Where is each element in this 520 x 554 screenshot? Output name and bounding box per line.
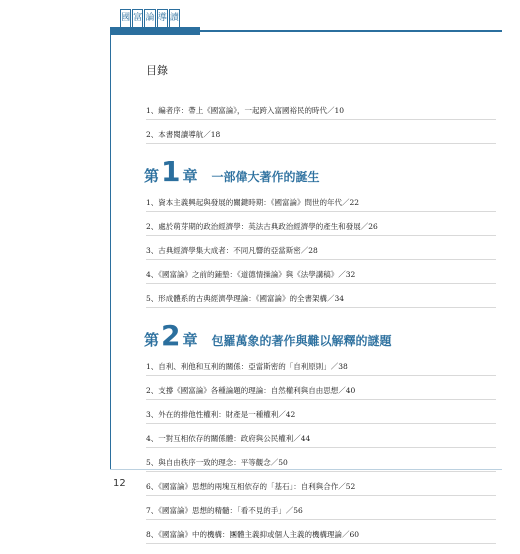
chapter-number: 2 [161, 319, 181, 352]
chapter-heading [144, 319, 496, 352]
toc-entry: 4、一對互相依存的關係體：政府與公民權利／44 [146, 434, 496, 448]
toc-entry: 1、資本主義興起與發展的關鍵時期：《國富論》問世的年代／22 [146, 198, 496, 212]
toc-entry: 2、本書閱讀導航／18 [146, 130, 496, 144]
page-number: 12 [113, 478, 126, 489]
chapter-heading [144, 155, 496, 188]
toc-entry: 5、形成體系的古典經濟學理論：《國富論》的全書架構／34 [146, 294, 496, 308]
chapter-number: 1 [161, 155, 181, 188]
running-header-char: 導 [157, 9, 168, 28]
toc-entry: 2、支撐《國富論》各種論題的理論：自然權利與自由思想／40 [146, 386, 496, 400]
toc-entry: 7、《國富論》思想的精髓：「看不見的手」／56 [146, 506, 496, 520]
toc-intro-list [146, 106, 496, 144]
toc-entry: 8、《國富論》中的機構：團體主義抑或個人主義的機構理論／60 [146, 530, 496, 544]
toc-entry: 6、《國富論》思想的兩塊互相依存的「基石」：自利與合作／52 [146, 482, 496, 496]
toc-entry: 1、自利、利他和互利的關係：亞當斯密的「自利原則」／38 [146, 362, 496, 376]
toc-entry: 3、外在的排他性權利：財產是一種權利／42 [146, 410, 496, 424]
running-header-char: 國 [120, 9, 131, 28]
running-header-char: 論 [144, 9, 155, 28]
running-header-char: 讀 [169, 9, 180, 28]
chapter-title: 一部偉大著作的誕生 [211, 170, 320, 184]
toc-title: 目錄 [146, 64, 168, 77]
chapter-prefix: 第 [144, 331, 160, 349]
chapter-2 [144, 319, 496, 544]
toc-entry: 4、《國富論》之前的鋪墊：《道德情操論》與《法學講稿》／32 [146, 270, 496, 284]
toc-content [146, 62, 496, 554]
chapter-suffix: 章 [182, 331, 198, 349]
toc-entry: 2、處於萌芽期的政治經濟學：英法古典政治經濟學的產生和發展／26 [146, 222, 496, 236]
chapter-suffix: 章 [182, 167, 198, 185]
chapter-prefix: 第 [144, 167, 160, 185]
toc-entry: 3、古典經濟學集大成者：不同凡響的亞當斯密／28 [146, 246, 496, 260]
running-header-char: 富 [132, 9, 143, 28]
toc-entry: 1、編者序：帶上《國富論》，一起跨入富國裕民的時代／10 [146, 106, 496, 120]
running-header [120, 9, 180, 28]
chapter-title: 包羅萬象的著作與難以解釋的謎題 [211, 334, 392, 348]
chapter-1 [144, 155, 496, 308]
top-rule [110, 30, 502, 32]
toc-entry: 5、與自由秩序一致的理念：平等觀念／50 [146, 458, 496, 472]
top-rule-accent [110, 27, 200, 35]
left-rule [110, 30, 111, 470]
